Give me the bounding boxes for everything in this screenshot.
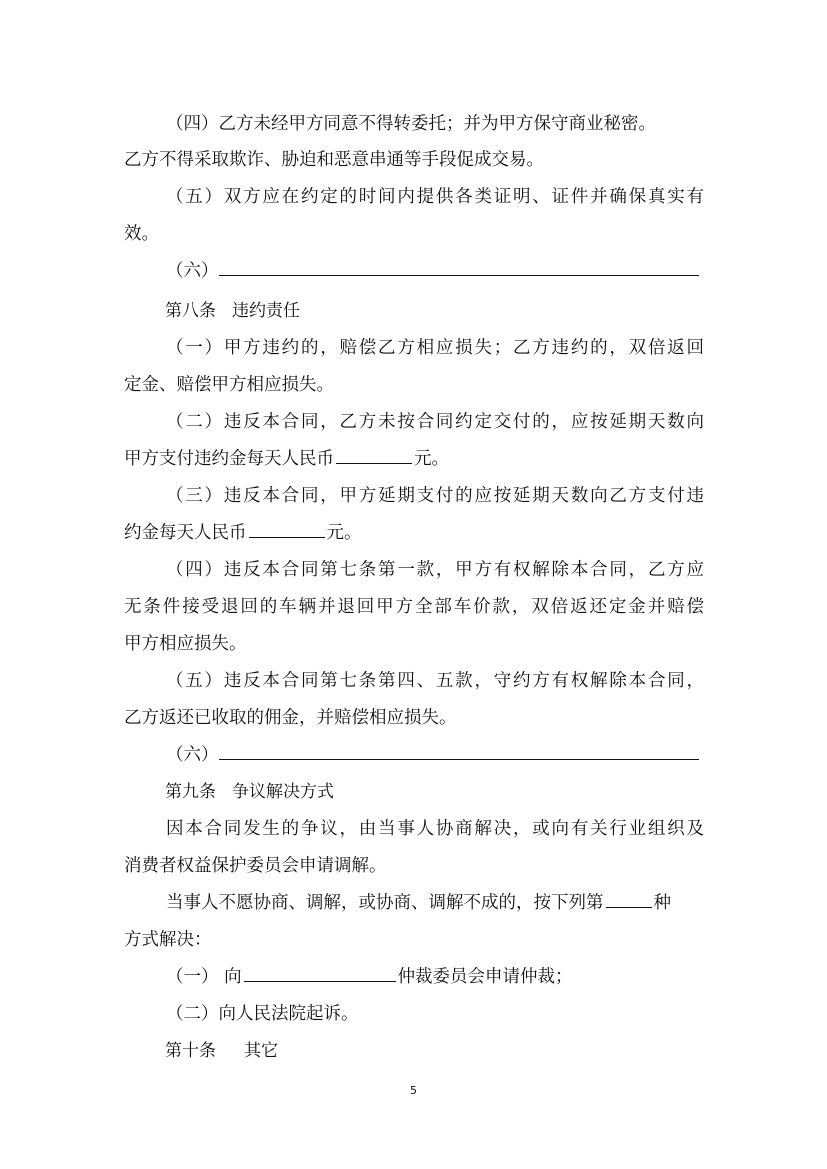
- article8-title: 违约责任: [232, 301, 300, 321]
- article9-p2-pre: 当事人不愿协商、调解，或协商、调解不成的，按下列第: [166, 893, 604, 913]
- clause7-item4-line2: 乙方不得采取欺诈、胁迫和恶意串通等手段促成交易。: [124, 150, 544, 170]
- article8-item5-line1: （五）违反本合同第七条第四、五款，守约方有权解除本合同，: [166, 671, 704, 691]
- article9-p2-post: 种: [653, 893, 671, 913]
- article8-item1-line1: （一）甲方违约的，赔偿乙方相应损失；乙方违约的，双倍返回: [166, 338, 704, 358]
- article9-p1-line1: 因本合同发生的争议，由当事人协商解决，或向有关行业组织及: [166, 819, 704, 839]
- penalty-amount-blank-1: [336, 445, 412, 464]
- clause7-item6-label: （六）: [166, 261, 219, 281]
- article8-item2-pre: 甲方支付违约金每天人民币: [124, 449, 334, 469]
- article10-heading: [165, 1033, 745, 1069]
- article8-item2-line2: [124, 441, 704, 477]
- article8-item6-label: （六）: [166, 745, 219, 765]
- article8-item4-line1: （四）违反本合同第七条第一款，甲方有权解除本合同，乙方应: [166, 560, 704, 580]
- article9-p1-line2: 消费者权益保护委员会申请调解。: [124, 856, 387, 876]
- article9-option2: （二）向人民法院起诉。: [166, 1004, 359, 1024]
- article9-number: 第九条: [165, 782, 216, 802]
- article8-item2-line1: （二）违反本合同，乙方未按合同约定交付的，应按延期天数向: [166, 412, 704, 432]
- article9-option1-pre: （一） 向: [166, 967, 242, 987]
- article8-item3-line2: [124, 515, 704, 551]
- clause7-item6: [124, 253, 704, 289]
- clause7-item5-line1: （五）双方应在约定的时间内提供各类证明、证件并确保真实有: [166, 187, 704, 207]
- article8-item4-line3: 甲方相应损失。: [124, 634, 247, 654]
- article9-p2-line1: [124, 885, 704, 921]
- penalty-amount-blank-2: [249, 519, 325, 538]
- article8-item2-post: 元。: [414, 449, 449, 469]
- article8-item6: [124, 737, 704, 773]
- article8-heading: [165, 293, 745, 329]
- article10-number: 第十条: [165, 1041, 216, 1061]
- article8-item3-line1: （三）违反本合同，甲方延期支付的应按延期天数向乙方支付违: [166, 486, 704, 506]
- article9-heading: [165, 774, 745, 810]
- dispute-option-blank: [606, 889, 652, 908]
- article8-number: 第八条: [165, 301, 216, 321]
- article8-item6-blank: [219, 741, 699, 760]
- clause7-item5-line2: 效。: [124, 224, 159, 244]
- article9-option1-post: 仲裁委员会申请仲裁；: [397, 967, 573, 987]
- article9-p2-line2: 方式解决：: [124, 930, 212, 950]
- article8-item3-pre: 约金每天人民币: [124, 523, 247, 543]
- clause7-item4-line1: （四）乙方未经甲方同意不得转委托；并为甲方保守商业秘密。: [166, 114, 656, 134]
- article9-option1: [124, 959, 704, 995]
- clause7-item6-blank: [219, 257, 699, 276]
- arbitration-committee-blank: [244, 963, 396, 982]
- article8-item1-line2: 定金、赔偿甲方相应损失。: [124, 375, 334, 395]
- article10-title: 其它: [244, 1041, 278, 1061]
- article9-title: 争议解决方式: [232, 782, 334, 802]
- article8-item3-post: 元。: [326, 523, 362, 543]
- page-number: 5: [410, 1084, 417, 1097]
- article8-item5-line2: 乙方返还已收取的佣金，并赔偿相应损失。: [124, 708, 457, 728]
- article8-item4-line2: 无条件接受退回的车辆并退回甲方全部车价款，双倍返还定金并赔偿: [124, 597, 704, 617]
